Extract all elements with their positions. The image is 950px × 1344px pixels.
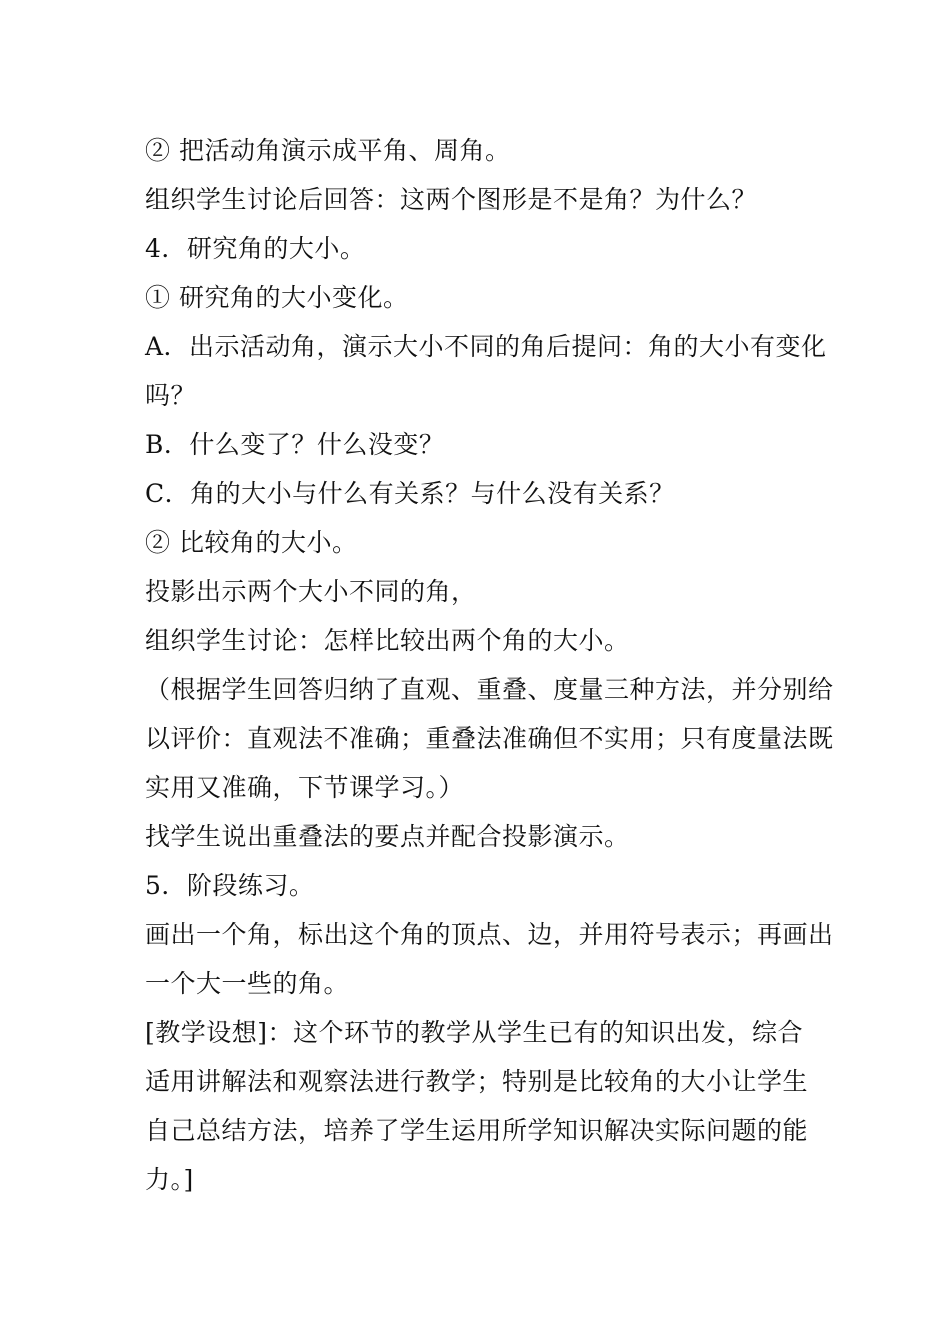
text-line: 组织学生讨论后回答：这两个图形是不是角？为什么？ <box>145 185 758 214</box>
text-line: 组织学生讨论：怎样比较出两个角的大小。 <box>145 626 630 655</box>
text-line: 找学生说出重叠法的要点并配合投影演示。 <box>145 822 630 851</box>
text-line: 适用讲解法和观察法进行教学；特别是比较角的大小让学生 <box>145 1067 809 1096</box>
text-line: B．什么变了？什么没变？ <box>145 430 445 459</box>
text-line: ① 研究角的大小变化。 <box>145 283 409 312</box>
text-line: [教学设想]：这个环节的教学从学生已有的知识出发，综合 <box>145 1018 804 1047</box>
text-line: 实用又准确，下节课学习。） <box>145 773 465 802</box>
text-line: ② 把活动角演示成平角、周角。 <box>145 136 511 165</box>
text-line: C．角的大小与什么有关系？与什么没有关系？ <box>145 479 675 508</box>
text-line: 力。] <box>145 1165 194 1194</box>
text-line: 画出一个角，标出这个角的顶点、边，并用符号表示；再画出 <box>145 920 834 949</box>
text-line: 吗？ <box>145 381 197 410</box>
text-line: A．出示活动角，演示大小不同的角后提问：角的大小有变化 <box>145 332 827 361</box>
text-line: 一个大一些的角。 <box>145 969 350 998</box>
document-body <box>145 126 834 1204</box>
text-line: 5．阶段练习。 <box>145 871 315 900</box>
text-line: ② 比较角的大小。 <box>145 528 358 557</box>
text-line: 4．研究角的大小。 <box>145 234 366 263</box>
text-line: （根据学生回答归纳了直观、重叠、度量三种方法，并分别给 <box>145 675 834 704</box>
text-line: 投影出示两个大小不同的角， <box>145 577 477 606</box>
text-line: 自己总结方法，培养了学生运用所学知识解决实际问题的能 <box>145 1116 809 1145</box>
text-line: 以评价：直观法不准确；重叠法准确但不实用；只有度量法既 <box>145 724 834 753</box>
